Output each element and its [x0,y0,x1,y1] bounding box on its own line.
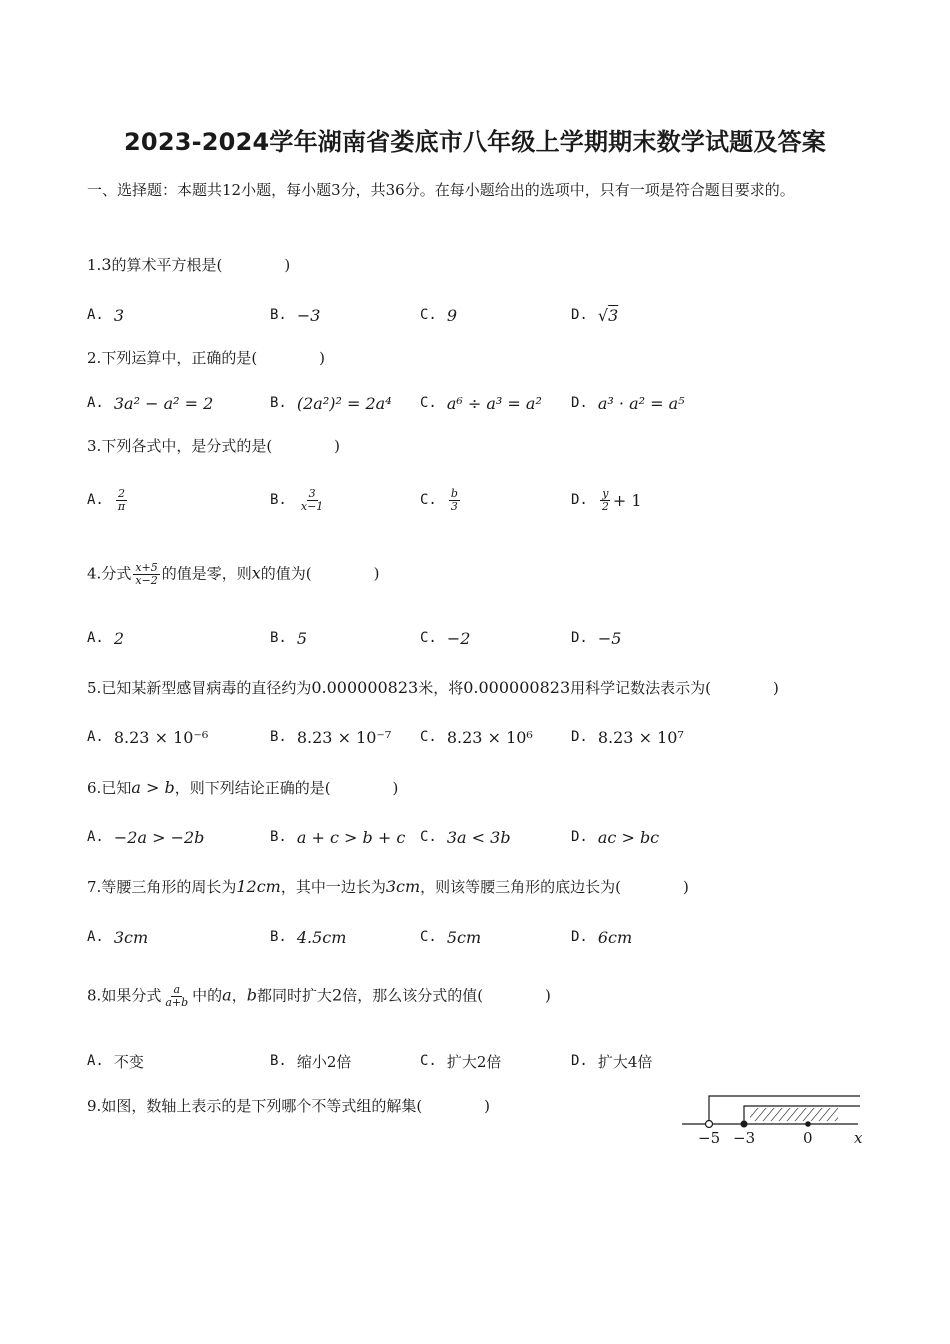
option-b [270,623,307,653]
question-text: 如图，数轴上表示的是下列哪个不等式组的解集( [101,1097,423,1115]
fraction-numerator: x+5 [135,561,158,574]
question-4 [87,562,380,587]
option-d [571,485,642,515]
option-value: 8.23 × 10⁻⁶ [113,727,209,747]
options-row-6 [87,822,887,852]
option-d [571,1046,652,1076]
option-label: C. [420,1053,437,1069]
option-b [270,822,405,852]
option-value: 3 [113,305,125,325]
option-label: B. [270,929,287,945]
question-text: 倍，那么该分式的值( [342,986,484,1005]
option-d [571,822,659,852]
origin-point [805,1121,811,1127]
option-label: D. [571,395,588,411]
option-b [270,922,346,952]
open-point-minus-5 [706,1121,713,1128]
options-row-3 [87,485,887,515]
option-value: ac > bc [597,827,660,847]
option-label: B. [270,1053,287,1069]
fraction [163,984,190,1009]
question-text: 已知某新型感冒病毒的直径约为 [101,679,312,697]
question-text: 分式 [101,564,132,583]
math-number: 2 [332,985,343,1005]
option-b [270,485,327,515]
question-number: 1. [87,256,102,274]
question-text: 下列各式中，是分式的是( [101,437,273,455]
option-d [571,388,685,418]
option-value: 2 [113,628,125,648]
option-c [420,1046,501,1076]
option-value: 3 [608,305,619,325]
math-expr: 3cm [385,877,421,896]
options-row-5 [87,722,887,752]
math-expr: 12cm [236,877,281,896]
option-value: 3cm [113,927,149,947]
math-number: 0.000000823 [463,678,571,697]
fraction-denominator: π [117,499,126,513]
question-text: 都同时扩大 [256,986,332,1005]
question-text: 中的 [192,986,223,1005]
question-text: 的算术平方根是( [111,256,223,274]
option-a [87,822,204,852]
option-label: A. [87,729,104,745]
question-text: 用科学记数法表示为( [570,679,711,697]
bracket-close: ) [373,564,380,583]
bracket-close: ) [683,878,689,896]
option-label: C. [420,729,437,745]
page-title: 2023-2024学年湖南省娄底市八年级上学期期末数学试题及答案 [124,128,826,156]
option-b [270,1046,351,1076]
fraction-denominator: a+b [165,996,189,1009]
question-number: 5. [87,679,102,697]
options-row-8 [87,1046,887,1076]
math-expr: a > b [131,778,175,797]
option-label: C. [420,929,437,945]
fraction [449,488,460,513]
question-number: 9. [87,1097,102,1115]
option-label: A. [87,307,104,323]
option-value: 5cm [446,927,482,947]
option-label: C. [420,307,437,323]
question-3 [87,435,340,456]
question-number: 4. [87,564,102,583]
option-label: B. [270,729,287,745]
options-row-1 [87,300,887,330]
question-number: 3. [87,437,102,455]
option-value: a + c > b + c [296,827,406,847]
fraction-denominator: x−2 [135,574,158,587]
option-value: 4.5cm [296,927,347,947]
fraction-numerator: 2 [117,486,125,500]
option-b [270,300,320,330]
option-a [87,623,124,653]
option-value: 6cm [597,927,633,947]
option-label: C. [420,395,437,411]
option-c [420,388,542,418]
question-2 [87,347,325,368]
option-a [87,485,129,515]
option-c [420,922,481,952]
option-label: D. [571,829,588,845]
option-a [87,922,148,952]
option-d [571,922,632,952]
tick-label-zero: 0 [803,1129,813,1147]
option-label: D. [571,729,588,745]
option-value: 8.23 × 10⁻⁷ [296,727,392,747]
option-c [420,300,457,330]
tick-label-minus-5: −5 [698,1129,721,1147]
question-5 [87,677,779,698]
option-value: 扩大2倍 [446,1052,502,1071]
option-label: A. [87,829,104,845]
option-label: D. [571,307,588,323]
question-text: 的值是零，则 [161,564,252,583]
option-label: D. [571,630,588,646]
fraction-numerator: a [173,983,181,996]
question-9 [87,1095,490,1116]
option-d [571,722,684,752]
option-value: −2 [446,628,471,648]
option-c [420,623,470,653]
question-1 [87,254,290,275]
option-a [87,388,213,418]
option-label: D. [571,1053,588,1069]
fraction-denominator: x−1 [300,499,324,513]
option-value: a³ · a² = a⁵ [597,393,685,413]
option-value: a⁶ ÷ a³ = a² [446,393,542,413]
math-expr: 3 [101,255,112,274]
math-variable: b [246,985,257,1005]
question-text: ，则下列结论正确的是( [174,779,331,797]
option-value: 3a² − a² = 2 [113,393,214,413]
option-label: B. [270,492,287,508]
option-label: B. [270,307,287,323]
option-d [571,300,618,330]
fraction-numerator: 3 [308,486,316,500]
option-value: −3 [296,305,321,325]
option-value: 不变 [113,1052,144,1071]
fraction-denominator: 2 [601,499,609,513]
closed-point-minus-3 [741,1121,748,1128]
option-label: A. [87,1053,104,1069]
question-number: 7. [87,878,102,896]
question-text: ， [231,986,247,1005]
option-c [420,822,511,852]
question-8 [87,984,551,1009]
option-value: 3a < 3b [446,827,511,847]
option-value: + 1 [612,490,642,510]
option-b [270,388,392,418]
option-value: (2a²)² = 2a⁴ [296,393,392,413]
question-text: 如果分式 [101,986,162,1005]
hatched-solution-region [750,1108,838,1121]
bracket-close: ) [484,1097,491,1115]
option-c [420,722,533,752]
number-line-figure [680,1086,870,1148]
section-instructions: 一、选择题：本题共12小题，每小题3分，共36分。在每小题给出的选项中，只有一项是符合题目要求的。 [87,181,795,199]
option-b [270,722,391,752]
option-value: 扩大4倍 [597,1052,653,1071]
question-text: 等腰三角形的周长为 [101,878,237,896]
math-variable: x [251,563,261,583]
option-label: C. [420,630,437,646]
question-7 [87,876,689,897]
question-text: 已知 [101,779,132,797]
option-a [87,1046,144,1076]
question-number: 2. [87,349,102,367]
option-a [87,722,208,752]
bracket-close: ) [772,679,779,697]
question-text: 的值为( [260,564,312,583]
fraction-numerator: y [602,486,609,500]
option-label: A. [87,395,104,411]
bracket-close: ) [319,349,326,367]
radical-sign: √ [597,305,609,325]
fraction [600,488,611,513]
option-label: A. [87,630,104,646]
fraction-denominator: 3 [450,499,458,513]
option-label: D. [571,929,588,945]
option-d [571,623,621,653]
option-label: B. [270,630,287,646]
fraction [299,488,325,513]
math-number: 0.000000823 [311,678,419,697]
question-text: ，则该等腰三角形的底边长为( [420,878,622,896]
options-row-7 [87,922,887,952]
question-text: 下列运算中，正确的是( [101,349,258,367]
fraction [116,488,127,513]
option-a [87,300,124,330]
tick-label-minus-3: −3 [733,1129,756,1147]
options-row-2 [87,388,887,418]
question-6 [87,777,398,798]
option-label: A. [87,929,104,945]
bracket-close: ) [392,779,399,797]
axis-label-x: x [854,1129,863,1147]
fraction [133,562,159,587]
option-c [420,485,462,515]
option-value: 8.23 × 10⁶ [446,727,533,747]
option-value: −2a > −2b [113,827,205,847]
option-label: B. [270,829,287,845]
option-label: C. [420,492,437,508]
question-number: 8. [87,986,102,1005]
fraction-numerator: b [450,486,458,500]
option-label: C. [420,829,437,845]
question-text: ，其中一边长为 [280,878,386,896]
question-text: 米，将 [418,679,464,697]
option-label: B. [270,395,287,411]
option-label: D. [571,492,588,508]
option-value: 9 [446,305,458,325]
bracket-close: ) [284,256,291,274]
option-value: 5 [296,628,308,648]
option-label: A. [87,492,104,508]
math-variable: a [222,985,232,1005]
option-value: 缩小2倍 [296,1052,352,1071]
bracket-close: ) [545,986,551,1005]
options-row-4 [87,623,887,653]
bracket-close: ) [334,437,341,455]
option-value: −5 [597,628,622,648]
option-value: 8.23 × 10⁷ [597,727,684,747]
question-number: 6. [87,779,102,797]
